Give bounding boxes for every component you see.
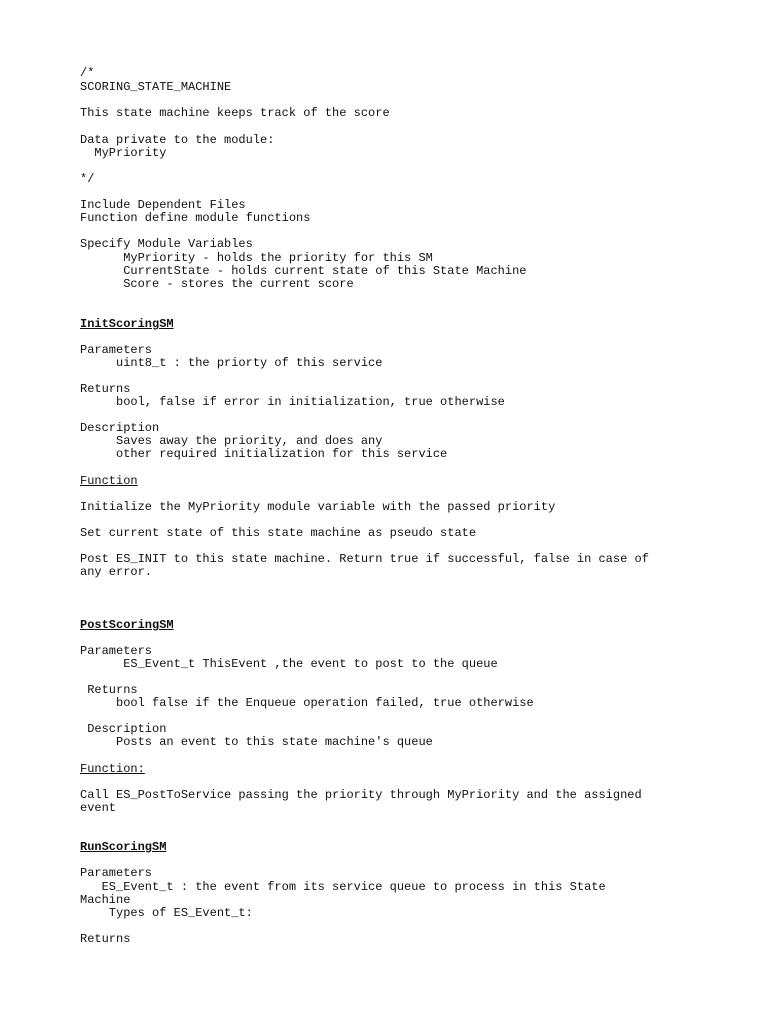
module-description: This state machine keeps track of the score [80, 106, 390, 120]
parameters-label: Parameters [80, 343, 153, 357]
function-line: Post ES_INIT to this state machine. Return true if successful, false in case of [80, 552, 649, 566]
parameters-label: Parameters [80, 866, 153, 880]
module-variable: Score - stores the current score [80, 277, 354, 291]
description-label: Description [80, 722, 167, 736]
function-line: event [80, 801, 117, 815]
returns-label: Returns [80, 932, 131, 946]
module-variable: MyPriority - holds the priority for this SM [80, 251, 433, 265]
description-line: other required initialization for this service [80, 447, 448, 461]
private-data-heading: Data private to the module: [80, 133, 275, 147]
returns-label: Returns [80, 382, 131, 396]
description-line: Saves away the priority, and does any [80, 434, 383, 448]
parameter-line: ES_Event_t ThisEvent ,the event to post to the queue [80, 657, 498, 671]
description-label: Description [80, 421, 160, 435]
parameters-label: Parameters [80, 644, 153, 658]
function-line: any error. [80, 565, 153, 579]
function-line: Call ES_PostToService passing the priority through MyPriority and the assigned [80, 788, 642, 802]
comment-open: /* [80, 66, 95, 80]
parameter-line: Machine [80, 893, 131, 907]
section-heading-init: InitScoringSM [80, 317, 174, 331]
returns-line: bool, false if error in initialization, true otherwise [80, 395, 505, 409]
function-line: Set current state of this state machine as pseudo state [80, 526, 477, 540]
module-title: SCORING_STATE_MACHINE [80, 80, 232, 94]
parameter-line: ES_Event_t : the event from its service queue to process in this State [80, 880, 606, 894]
function-define-line: Function define module functions [80, 211, 311, 225]
comment-close: */ [80, 172, 95, 186]
section-heading-run: RunScoringSM [80, 840, 167, 854]
module-variables-heading: Specify Module Variables [80, 237, 253, 251]
function-label: Function: [80, 762, 145, 776]
function-line: Initialize the MyPriority module variable with the passed priority [80, 500, 556, 514]
module-variable: CurrentState - holds current state of this State Machine [80, 264, 527, 278]
include-line: Include Dependent Files [80, 198, 246, 212]
section-heading-post: PostScoringSM [80, 618, 174, 632]
description-line: Posts an event to this state machine's queue [80, 735, 433, 749]
returns-label: Returns [80, 683, 138, 697]
parameter-line: Types of ES_Event_t: [80, 906, 253, 920]
returns-line: bool false if the Enqueue operation failed, true otherwise [80, 696, 534, 710]
private-data-item: MyPriority [80, 146, 167, 160]
function-label: Function [80, 474, 138, 488]
parameter-line: uint8_t : the priorty of this service [80, 356, 383, 370]
